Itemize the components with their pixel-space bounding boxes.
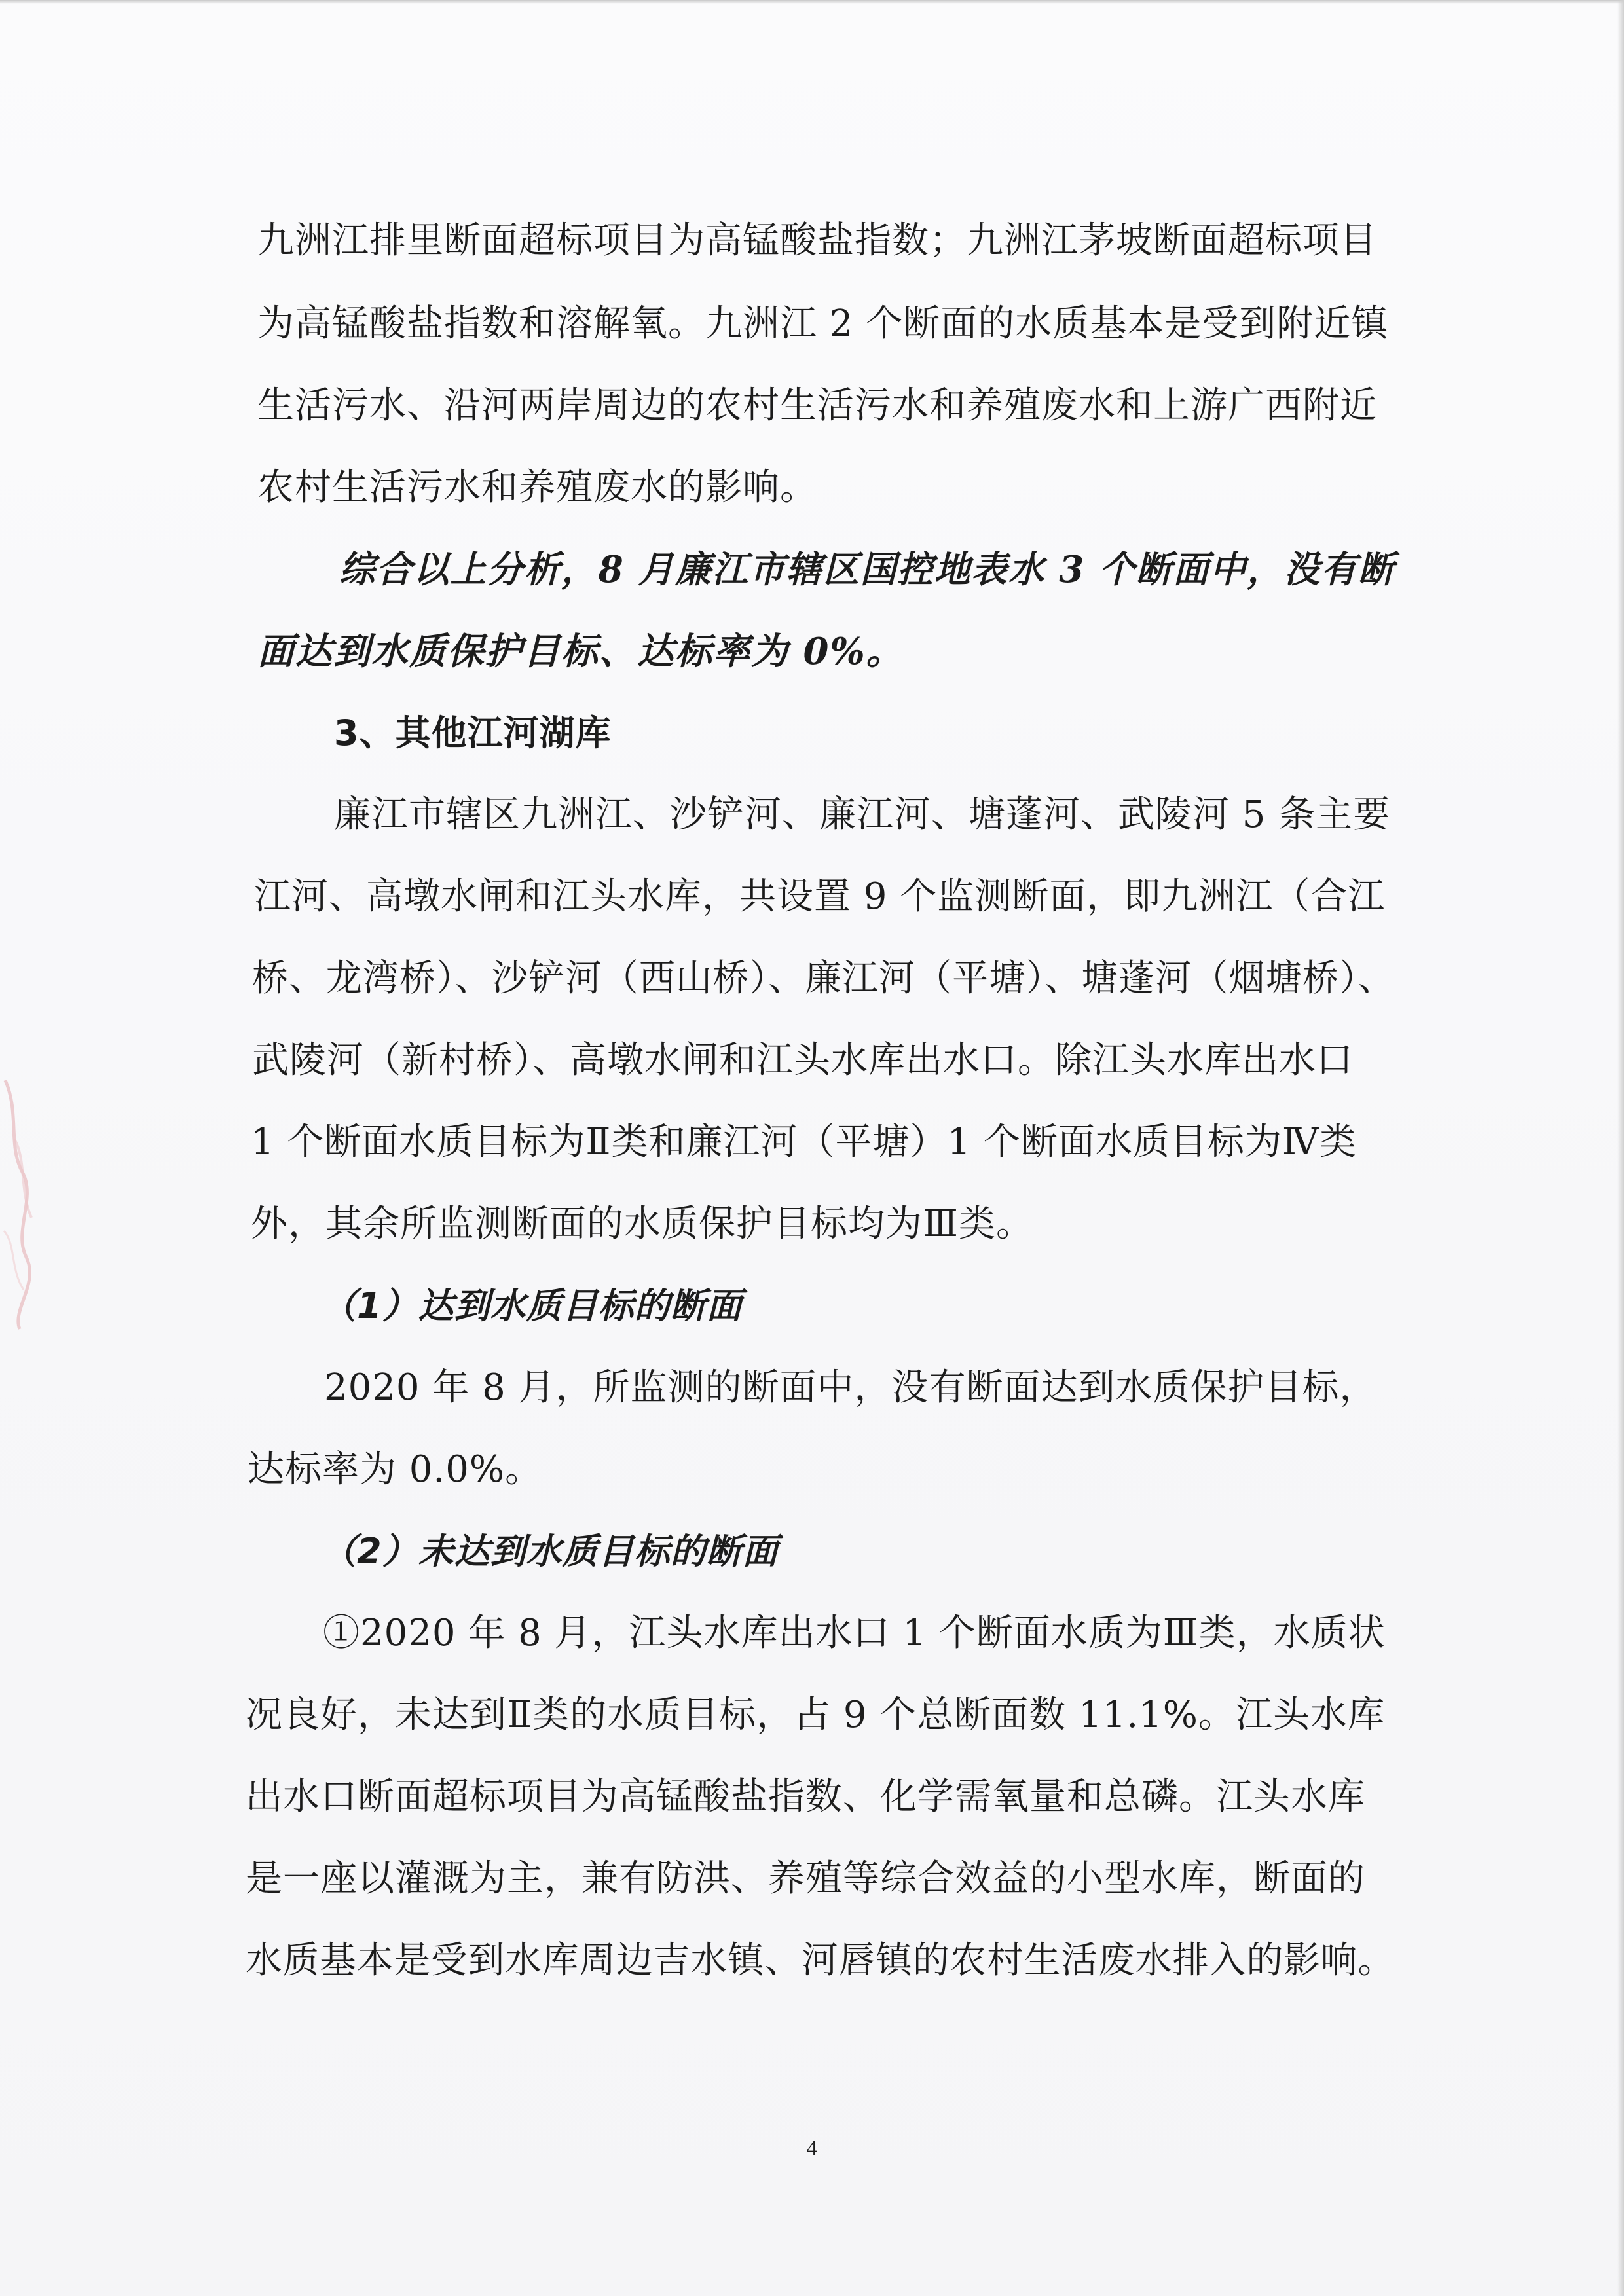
body-text-line: ①2020 年 8 月，江头水库出水口 1 个断面水质为Ⅲ类，水质状	[323, 1612, 1386, 1654]
subsection-heading: （1）达到水质目标的断面	[321, 1285, 743, 1326]
conclusion-text-line: 综合以上分析，8 月廉江市辖区国控地表水 3 个断面中，没有断	[339, 548, 1395, 591]
scan-edge-right	[1617, 0, 1624, 2296]
body-text-line: 外，其余所监测断面的水质保护目标均为Ⅲ类。	[251, 1203, 1034, 1245]
body-text-line: 九洲江排里断面超标项目为高锰酸盐指数；九洲江茅坡断面超标项目	[257, 219, 1377, 262]
section-heading: 3、其他江河湖库	[334, 712, 612, 754]
body-text-line: 2020 年 8 月，所监测的断面中，没有断面达到水质保护目标，	[324, 1366, 1377, 1409]
body-text-line: 是一座以灌溉为主，兼有防洪、养殖等综合效益的小型水库，断面的	[246, 1857, 1365, 1900]
page-number: 4	[806, 2136, 818, 2160]
body-text-line: 为高锰酸盐指数和溶解氧。九洲江 2 个断面的水质基本是受到附近镇	[257, 302, 1389, 345]
binding-stamp-mark	[0, 1061, 46, 1336]
body-text-line: 廉江市辖区九洲江、沙铲河、廉江河、塘蓬河、武陵河 5 条主要	[334, 793, 1391, 836]
body-text-line: 况良好，未达到Ⅱ类的水质目标，占 9 个总断面数 11.1%。江头水库	[246, 1694, 1385, 1736]
scan-edge-top	[0, 0, 1624, 4]
subsection-heading: （2）未达到水质目标的断面	[321, 1531, 779, 1572]
conclusion-text-line: 面达到水质保护目标、达标率为 0%。	[257, 630, 904, 673]
body-text-line: 农村生活污水和养殖废水的影响。	[257, 466, 817, 509]
body-text-line: 桥、龙湾桥）、沙铲河（西山桥）、廉江河（平塘）、塘蓬河（烟塘桥）、	[252, 957, 1395, 1000]
body-text-line: 生活污水、沿河两岸周边的农村生活污水和养殖废水和上游广西附近	[257, 384, 1377, 427]
body-text-line: 江河、高墩水闸和江头水库，共设置 9 个监测断面，即九洲江（合江	[254, 875, 1386, 918]
body-text-line: 水质基本是受到水库周边吉水镇、河唇镇的农村生活废水排入的影响。	[246, 1939, 1395, 1982]
body-text-line: 1 个断面水质目标为Ⅱ类和廉江河（平塘）1 个断面水质目标为Ⅳ类	[251, 1121, 1357, 1163]
body-text-line: 武陵河（新村桥）、高墩水闸和江头水库出水口。除江头水库出水口	[252, 1039, 1354, 1082]
body-text-line: 达标率为 0.0%。	[248, 1448, 543, 1491]
body-text-line: 出水口断面超标项目为高锰酸盐指数、化学需氧量和总磷。江头水库	[246, 1776, 1365, 1818]
